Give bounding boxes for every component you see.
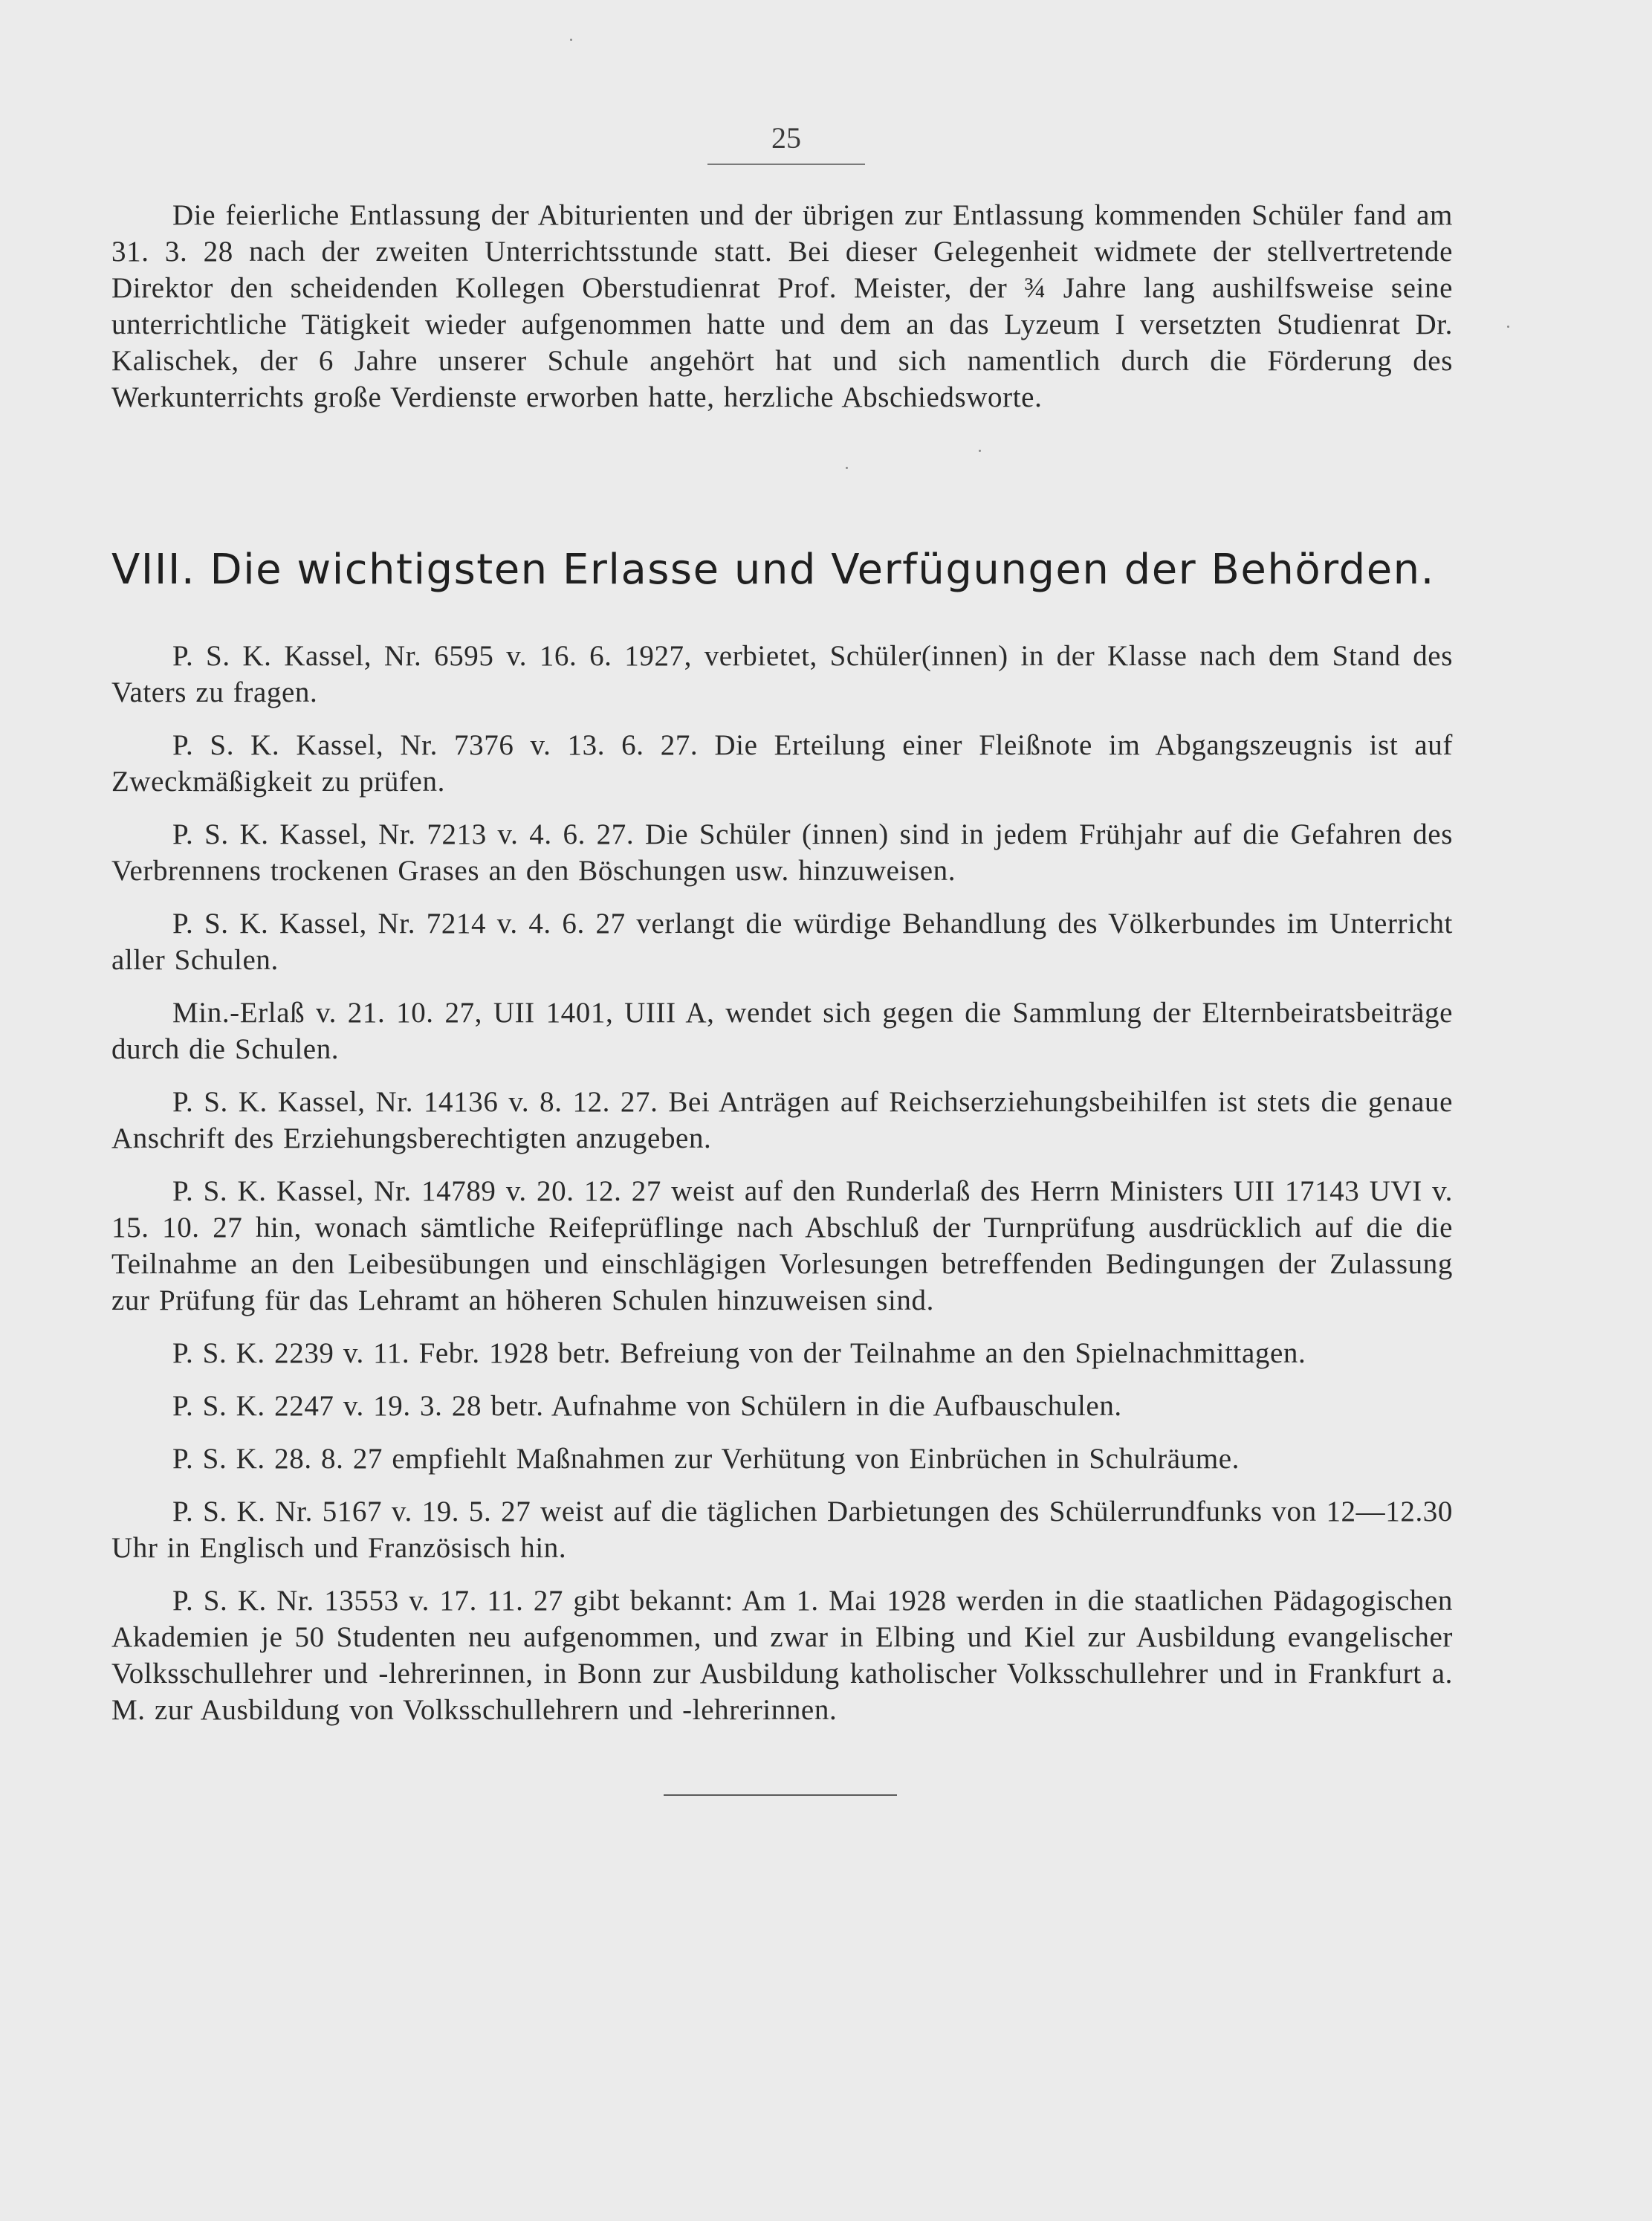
decree-item: P. S. K. 28. 8. 27 empfiehlt Maßnahmen zur Verhütung von Einbrüchen in Schulräume. xyxy=(172,1443,1240,1475)
decree-item: P. S. K. Nr. 5167 v. 19. 5. 27 weist auf die täglichen Darbietungen des Schülerrundfunks von 12—12.30 Uhr in Englisch und Französisch hin. xyxy=(111,1496,1453,1564)
decree-item: P. S. K. Kassel, Nr. 7376 v. 13. 6. 27. Die Erteilung einer Fleißnote im Abgangszeugnis ist auf Zweckmäßigkeit zu prüfen. xyxy=(111,729,1453,798)
decree-item: P. S. K. Kassel, Nr. 7213 v. 4. 6. 27. Die Schüler (innen) sind in jedem Frühjahr auf die Gefahren des Verbrennens trockenen Grases an den Böschungen usw. hinzuweisen. xyxy=(111,818,1453,887)
paper-speck xyxy=(570,39,572,41)
decree-item: P. S. K. Kassel, Nr. 14789 v. 20. 12. 27 weist auf den Runderlaß des Herrn Ministers UII 17143 UVI v. 15. 10. 27 hin, wonach sämtliche Reifeprüflinge nach Abschluß der Turnprüfung ausdrücklich auf die die Teilnahme an den Leibesübungen und einschlägigen Vorlesungen betreffenden Bedingungen der Zulassung zur Prüfung für das Lehramt an höheren Schulen hinzuweisen sind. xyxy=(111,1175,1453,1316)
paper-speck xyxy=(1507,326,1509,328)
decree-list xyxy=(111,638,1453,1745)
end-rule xyxy=(664,1794,897,1796)
decree-item: P. S. K. 2247 v. 19. 3. 28 betr. Aufnahme von Schülern in die Aufbauschulen. xyxy=(172,1390,1122,1422)
paper-speck xyxy=(846,467,848,469)
intro-paragraph: Die feierliche Entlassung der Abiturienten und der übrigen zur Entlassung kommenden Schüler fand am 31. 3. 28 nach der zweiten Unterrichtsstunde statt. Bei dieser Gelegenheit widmete der stellvertretende Direktor den scheidenden Kollegen Oberstudienrat Prof. Meister, der ¾ Jahre lang aushilfsweise seine unterrichtliche Tätigkeit wieder aufgenommen hatte und dem an das Lyzeum I versetzten Studienrat Dr. Kalischek, der 6 Jahre unserer Schule angehört hat und sich namentlich durch die Förderung des Werkunterrichts große Verdienste erworben hatte, herzliche Abschiedsworte. xyxy=(111,199,1453,413)
page-number-rule xyxy=(707,164,865,165)
decree-item: P. S. K. Kassel, Nr. 7214 v. 4. 6. 27 verlangt die würdige Behandlung des Völkerbundes im Unterricht aller Schulen. xyxy=(111,908,1453,976)
page-number: 25 xyxy=(771,121,801,155)
decree-item: P. S. K. Kassel, Nr. 6595 v. 16. 6. 1927, verbietet, Schüler(innen) in der Klasse nach dem Stand des Vaters zu fragen. xyxy=(111,640,1453,708)
decree-item: P. S. K. Nr. 13553 v. 17. 11. 27 gibt bekannt: Am 1. Mai 1928 werden in die staatlichen Pädagogischen Akademien je 50 Studenten neu aufgenommen, und zwar in Elbing und Kiel zur Ausbildung evangelischer Volksschullehrer und -lehrerinnen, in Bonn zur Ausbildung katholischer Volksschullehrer und in Frankfurt a. M. zur Ausbildung von Volksschullehrern und -lehrerinnen. xyxy=(111,1585,1453,1726)
intro-block xyxy=(111,197,1453,416)
decree-item: Min.-Erlaß v. 21. 10. 27, UII 1401, UIII A, wendet sich gegen die Sammlung der Elternbeiratsbeiträge durch die Schulen. xyxy=(111,997,1453,1065)
paper-speck xyxy=(979,450,981,452)
section-heading: VIII. Die wichtigsten Erlasse und Verfügungen der Behörden. xyxy=(111,546,1435,594)
decree-item: P. S. K. Kassel, Nr. 14136 v. 8. 12. 27. Bei Anträgen auf Reichserziehungsbeihilfen ist stets die genaue Anschrift des Erziehungsberechtigten anzugeben. xyxy=(111,1086,1453,1154)
decree-item: P. S. K. 2239 v. 11. Febr. 1928 betr. Befreiung von der Teilnahme an den Spielnachmittagen. xyxy=(172,1337,1306,1369)
